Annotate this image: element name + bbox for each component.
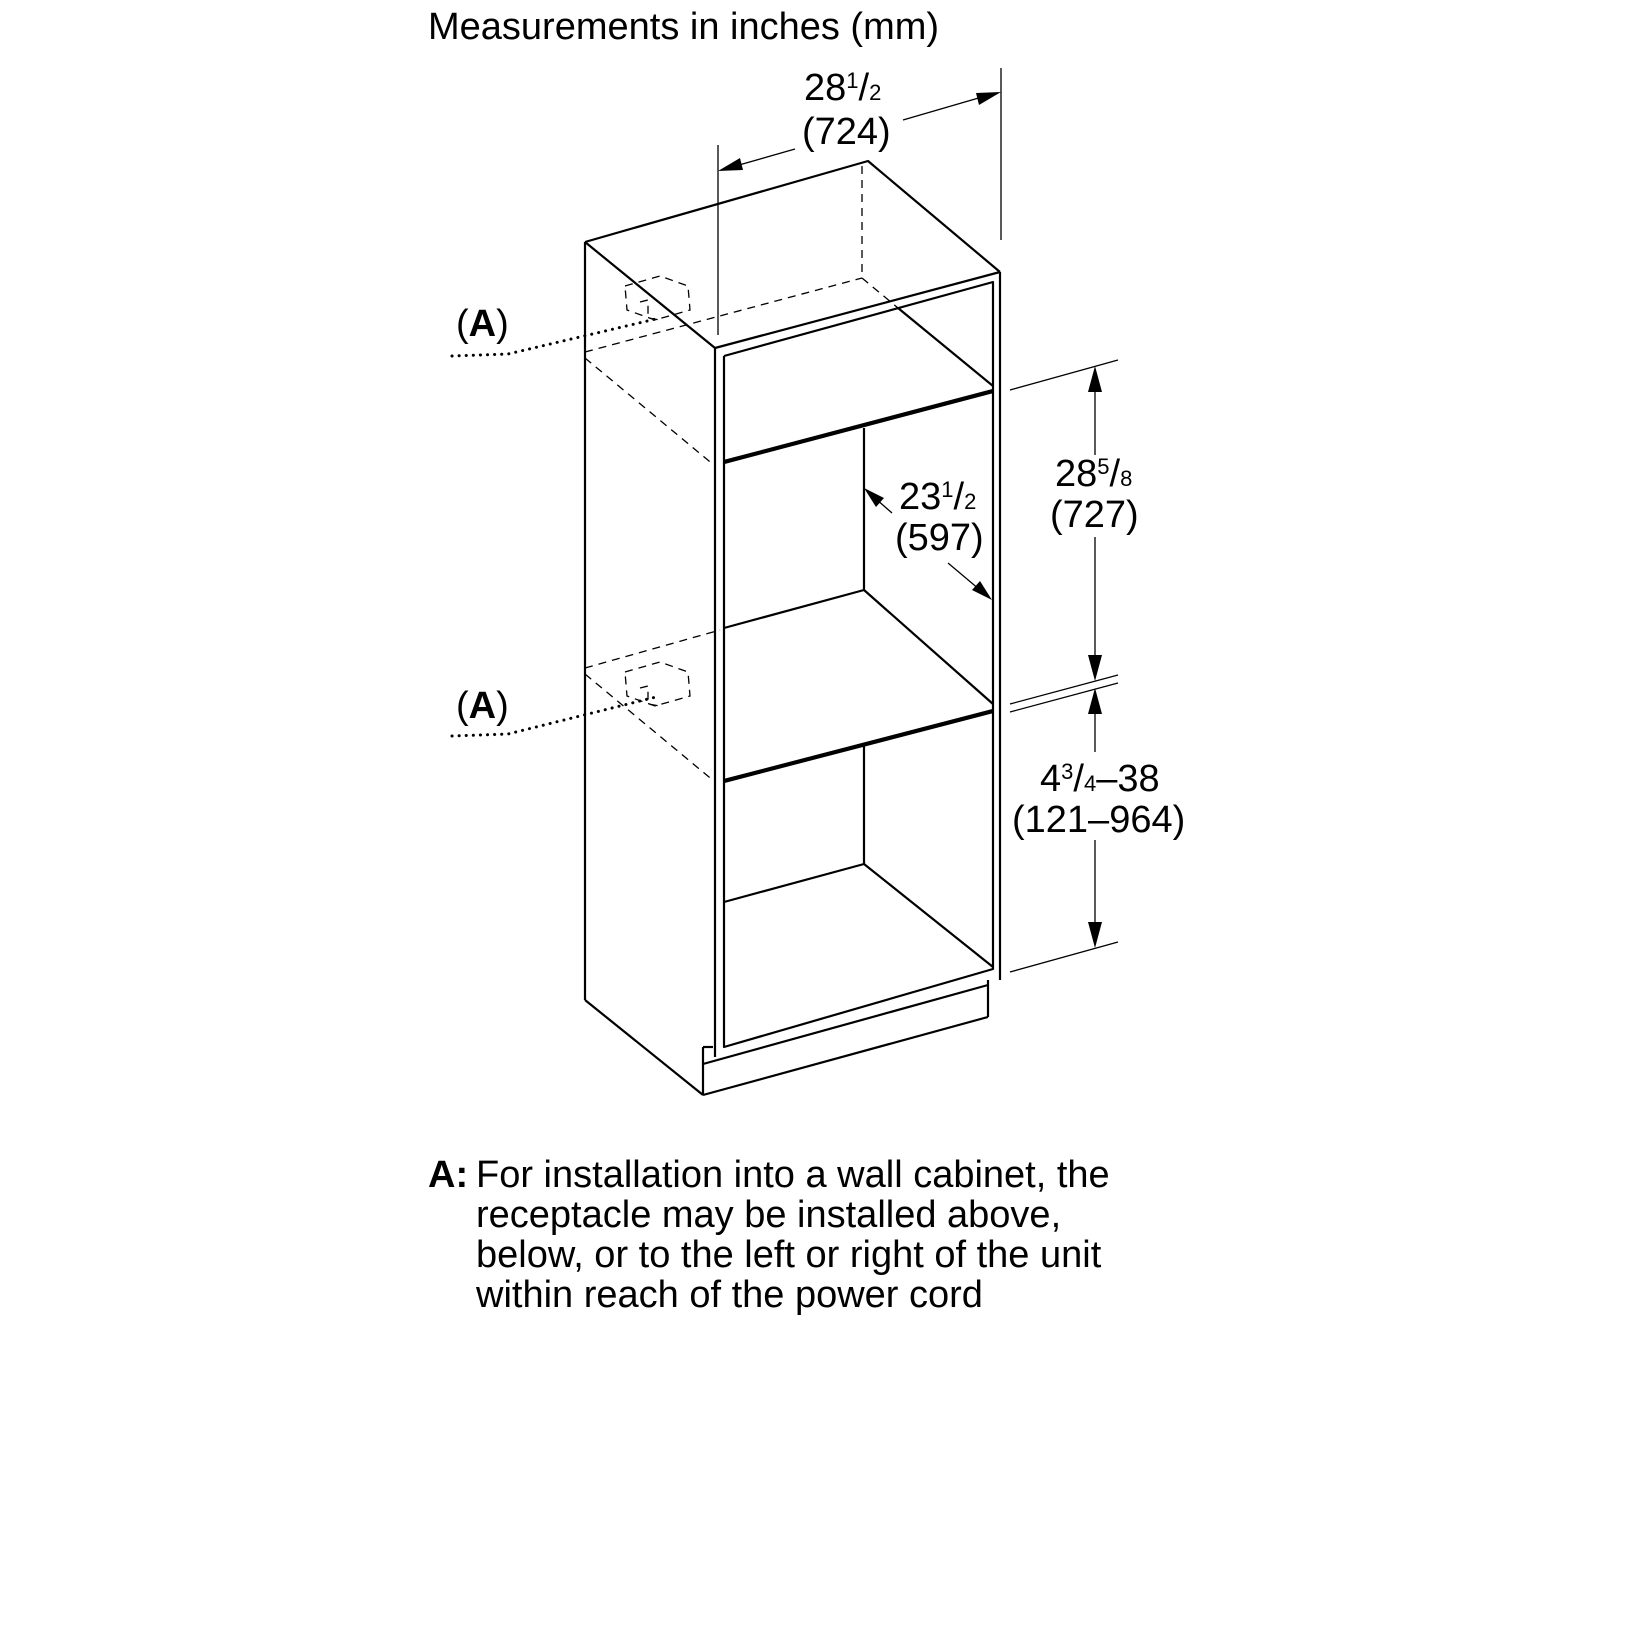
cutout-height-inches: $28^5/8$ bbox=[1055, 453, 1133, 495]
width-inches: $28^1/2$ bbox=[804, 67, 882, 109]
receptacle-lower bbox=[625, 662, 690, 706]
base-height-inches: $4^3/4-38$ bbox=[1040, 758, 1160, 800]
footnote-text: For installation into a wall cabinet, the receptacle may be installed above, below, or to the left or right of the unit within reach of the power cord bbox=[476, 1154, 1110, 1316]
cabinet-outline bbox=[585, 161, 1000, 1095]
depth-inches: $23^1/2$ bbox=[899, 476, 977, 518]
depth-mm: (597) bbox=[895, 517, 984, 559]
cutout-height-dimension bbox=[1010, 360, 1118, 712]
callout-a-lower: (A) bbox=[456, 685, 509, 727]
cutout-height-mm: (727) bbox=[1050, 494, 1139, 536]
hidden-edges bbox=[585, 166, 898, 782]
base-height-mm: (121–964) bbox=[1012, 799, 1186, 841]
page-title: Measurements in inches (mm) bbox=[428, 6, 940, 48]
width-mm: (724) bbox=[802, 111, 891, 153]
callout-a-upper: (A) bbox=[456, 303, 509, 345]
callout-leaders bbox=[452, 318, 660, 736]
footnote-key: A: bbox=[428, 1154, 469, 1196]
